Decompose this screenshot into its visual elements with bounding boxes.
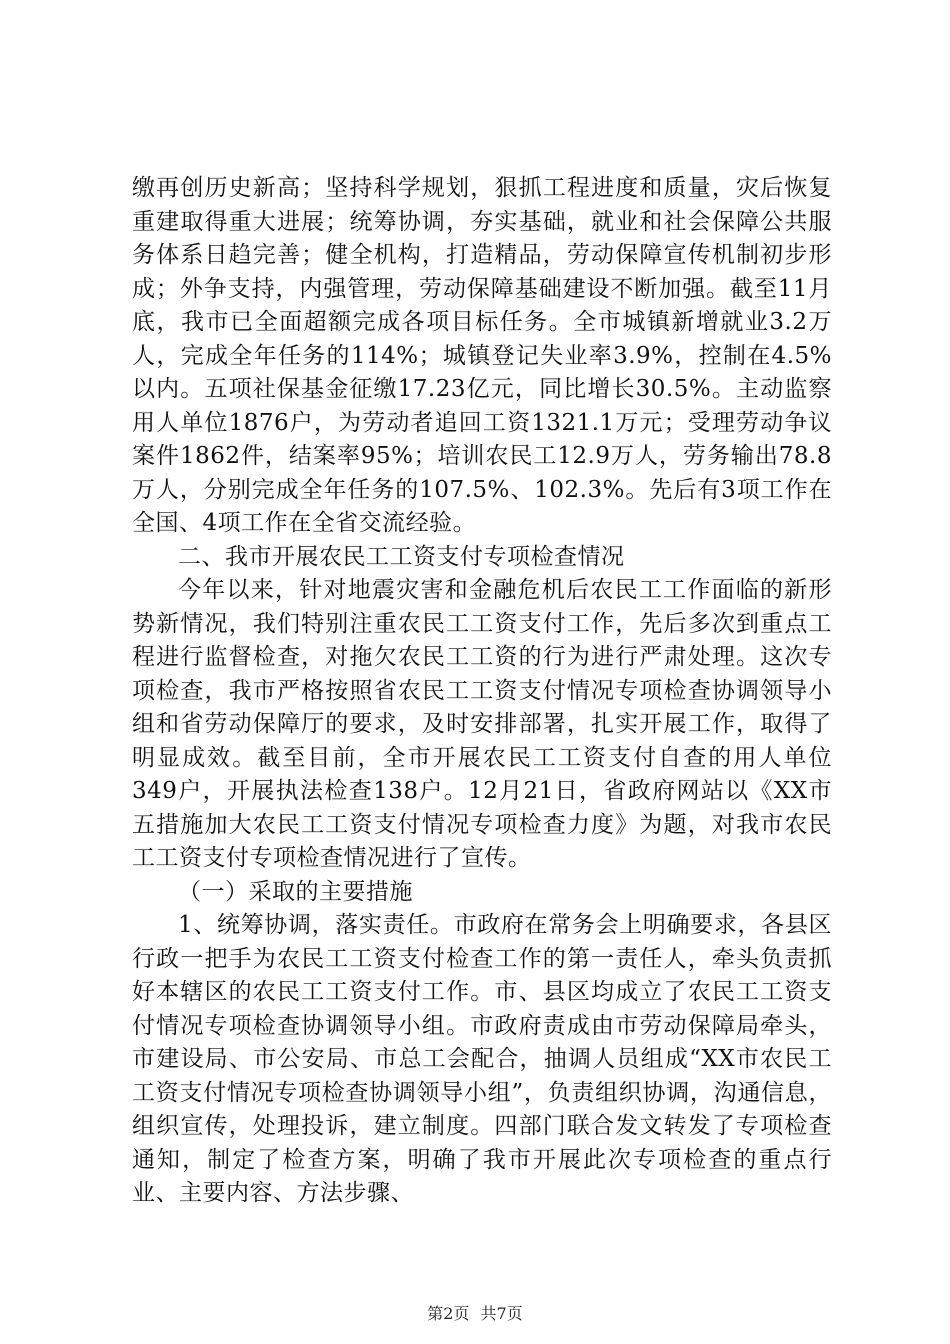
page-total: 共7页 [480,1304,523,1323]
paragraph-summary: 缴再创历史新高；坚持科学规划，狠抓工程进度和质量，灾后恢复重建取得重大进展；统筹协调，夯实基础，就业和社会保障公共服务体系日趋完善；健全机构，打造精品，劳动保障宣传机制初步形成；外争支持，内强管理，劳动保障基础建设不断加强。截至11月底，我市已全面超额完成各项目标任务。全市城镇新增就业3.2万人，完成全年任务的114%；城镇登记失业率3.9%，控制在4.5%以内。五项社保基金征缴17.23亿元，同比增长30.5%。主动监察用人单位1876户，为劳动者追回工资1321.1万元；受理劳动争议案件1862件，结案率95%；培训农民工12.9万人，劳务输出78.8万人，分别完成全年任务的107.5%、102.3%。先后有3项工作在全国、4项工作在全省交流经验。 [132,175,832,536]
paragraph-measure-1: 1、统筹协调，落实责任。市政府在常务会上明确要求，各县区行政一把手为农民工工资支付检查工作的第一责任人，牵头负责抓好本辖区的农民工工资支付工作。市、县区均成立了农民工工资支付情况专项检查协调领导小组。市政府责成由市劳动保障局牵头，市建设局、市公安局、市总工会配合，抽调人员组成“XX市农民工工资支付情况专项检查协调领导小组”，负责组织协调，沟通信息，组织宣传，处理投诉，建立制度。四部门联合发文转发了专项检查通知，制定了检查方案，明确了我市开展此次专项检查的重点行业、主要内容、方法步骤、 [132,912,832,1206]
page-footer [0,1301,950,1324]
document-body [132,172,832,1211]
section-heading-2: 二、我市开展农民工工资支付专项检查情况 [178,543,625,570]
subsection-heading-1: （一）采取的主要措施 [178,878,413,905]
page-number: 第2页 [427,1304,470,1323]
paragraph-inspection: 今年以来，针对地震灾害和金融危机后农民工工作面临的新形势新情况，我们特别注重农民工工资支付工作，先后多次到重点工程进行监督检查，对拖欠农民工工资的行为进行严肃处理。这次专项检查，我市严格按照省农民工工资支付情况专项检查协调领导小组和省劳动保障厅的要求，及时安排部署，扎实开展工作，取得了明显成效。截至目前，全市开展农民工工资支付自查的用人单位349户，开展执法检查138户。12月21日，省政府网站以《XX市五措施加大农民工工资支付情况专项检查力度》为题，对我市农民工工资支付专项检查情况进行了宣传。 [132,577,832,871]
